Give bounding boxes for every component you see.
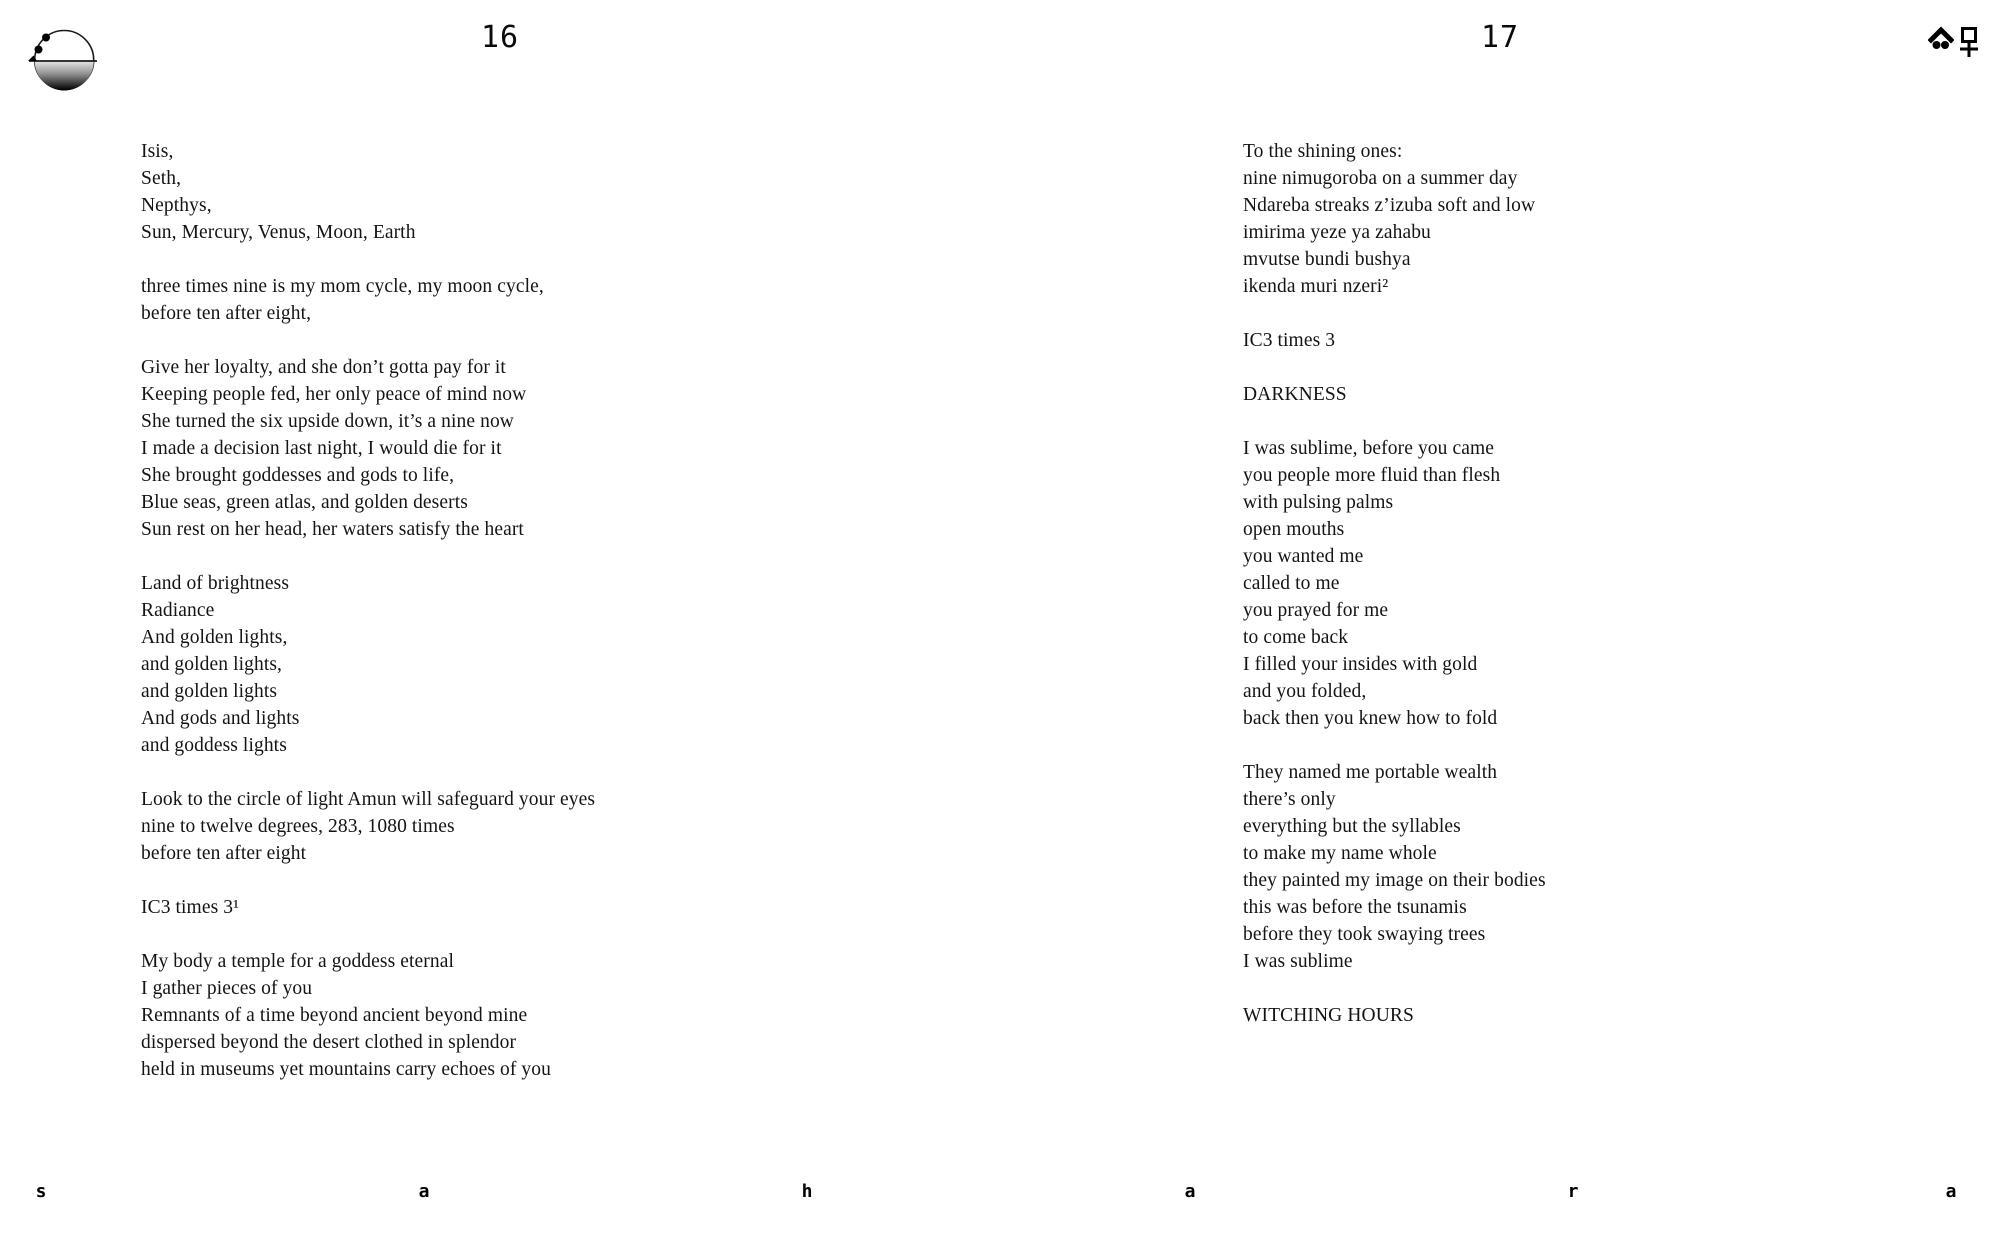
stanza bbox=[1243, 327, 1546, 354]
stanza bbox=[141, 138, 595, 246]
poem-line: Land of brightness bbox=[141, 573, 290, 594]
poem-line: you wanted me bbox=[1243, 546, 1364, 567]
poem-line: And gods and lights bbox=[141, 708, 300, 729]
poem-line: She turned the six upside down, it’s a nine now bbox=[141, 411, 514, 432]
poem-line: before ten after eight bbox=[141, 843, 307, 864]
footer-letter: a bbox=[1184, 1181, 1196, 1202]
stanza bbox=[141, 786, 595, 867]
poem-line: Remnants of a time beyond ancient beyond mine bbox=[141, 1005, 528, 1026]
stanza bbox=[141, 570, 595, 759]
poem-line: They named me portable wealth bbox=[1243, 762, 1498, 783]
poem-line: held in museums yet mountains carry echoes of you bbox=[141, 1059, 551, 1080]
poem-line: I was sublime, before you came bbox=[1243, 438, 1494, 459]
stanza bbox=[141, 894, 595, 921]
poem-line: they painted my image on their bodies bbox=[1243, 870, 1546, 891]
poem-line: and golden lights, bbox=[141, 654, 282, 675]
poem-line: Keeping people fed, her only peace of mind now bbox=[141, 384, 527, 405]
poem-line: before they took swaying trees bbox=[1243, 924, 1486, 945]
stanza bbox=[141, 948, 595, 1083]
poem-line: Sun, Mercury, Venus, Moon, Earth bbox=[141, 222, 416, 243]
poem-line: nine nimugoroba on a summer day bbox=[1243, 168, 1518, 189]
poem-line: open mouths bbox=[1243, 519, 1345, 540]
poem-line: Seth, bbox=[141, 168, 182, 189]
poem-line: WITCHING HOURS bbox=[1243, 1005, 1414, 1026]
poem-line: you people more fluid than flesh bbox=[1243, 465, 1501, 486]
poem-line: and you folded, bbox=[1243, 681, 1367, 702]
poem-line: you prayed for me bbox=[1243, 600, 1389, 621]
poem-line: Isis, bbox=[141, 141, 174, 162]
poem-line: imirima yeze ya zahabu bbox=[1243, 222, 1431, 243]
poem-line: nine to twelve degrees, 283, 1080 times bbox=[141, 816, 455, 837]
footer-letter: h bbox=[801, 1181, 813, 1202]
poem-line: DARKNESS bbox=[1243, 384, 1347, 405]
poem-line: to make my name whole bbox=[1243, 843, 1437, 864]
stanza bbox=[1243, 1002, 1546, 1029]
poem-line: She brought goddesses and gods to life, bbox=[141, 465, 455, 486]
poem-line: My body a temple for a goddess eternal bbox=[141, 951, 455, 972]
poem-line: I made a decision last night, I would die for it bbox=[141, 438, 502, 459]
poem-right-page bbox=[1243, 138, 1546, 1029]
poem-line: Nepthys, bbox=[141, 195, 212, 216]
poem-line: dispersed beyond the desert clothed in splendor bbox=[141, 1032, 517, 1053]
poem-line: this was before the tsunamis bbox=[1243, 897, 1467, 918]
footer-letter: r bbox=[1567, 1181, 1579, 1202]
poem-line: I gather pieces of you bbox=[141, 978, 313, 999]
footer-letter: s bbox=[35, 1181, 47, 1202]
stanza bbox=[1243, 435, 1546, 732]
poem-line: with pulsing palms bbox=[1243, 492, 1394, 513]
page-number-right: 17 bbox=[1480, 20, 1520, 55]
poem-line: And golden lights, bbox=[141, 627, 288, 648]
poem-line: before ten after eight, bbox=[141, 303, 312, 324]
poem-line: I filled your insides with gold bbox=[1243, 654, 1478, 675]
poem-line: and goddess lights bbox=[141, 735, 287, 756]
poem-line: everything but the syllables bbox=[1243, 816, 1461, 837]
moon-horizon-logo bbox=[26, 17, 106, 99]
stanza bbox=[1243, 138, 1546, 300]
footer-letter: a bbox=[418, 1181, 430, 1202]
poem-line: three times nine is my mom cycle, my moon cycle, bbox=[141, 276, 544, 297]
poem-line: back then you knew how to fold bbox=[1243, 708, 1498, 729]
poem-line: and golden lights bbox=[141, 681, 278, 702]
poem-line: Give her loyalty, and she don’t gotta pay for it bbox=[141, 357, 506, 378]
poem-line: Ndareba streaks z’izuba soft and low bbox=[1243, 195, 1536, 216]
poem-line: Blue seas, green atlas, and golden deserts bbox=[141, 492, 468, 513]
standard-flag-icon bbox=[1958, 26, 1982, 60]
poem-left-page bbox=[141, 138, 595, 1083]
footer-letter: a bbox=[1945, 1181, 1957, 1202]
stanza bbox=[1243, 381, 1546, 408]
home-icon bbox=[1928, 26, 1954, 56]
poem-line: mvutse bundi bushya bbox=[1243, 249, 1411, 270]
poem-line: ikenda muri nzeri² bbox=[1243, 276, 1389, 297]
poem-line: Radiance bbox=[141, 600, 215, 621]
poem-line: Sun rest on her head, her waters satisfy the heart bbox=[141, 519, 524, 540]
poem-line: To the shining ones: bbox=[1243, 141, 1403, 162]
page-number-left: 16 bbox=[480, 20, 520, 55]
poem-line: there’s only bbox=[1243, 789, 1336, 810]
poem-line: called to me bbox=[1243, 573, 1340, 594]
poem-line: to come back bbox=[1243, 627, 1349, 648]
corner-icons bbox=[1928, 26, 1982, 60]
stanza bbox=[141, 273, 595, 327]
poem-line: Look to the circle of light Amun will safeguard your eyes bbox=[141, 789, 596, 810]
stanza bbox=[1243, 759, 1546, 975]
poem-line: I was sublime bbox=[1243, 951, 1353, 972]
poem-line: IC3 times 3 bbox=[1243, 330, 1336, 351]
stanza bbox=[141, 354, 595, 543]
poem-line: IC3 times 3¹ bbox=[141, 897, 240, 918]
